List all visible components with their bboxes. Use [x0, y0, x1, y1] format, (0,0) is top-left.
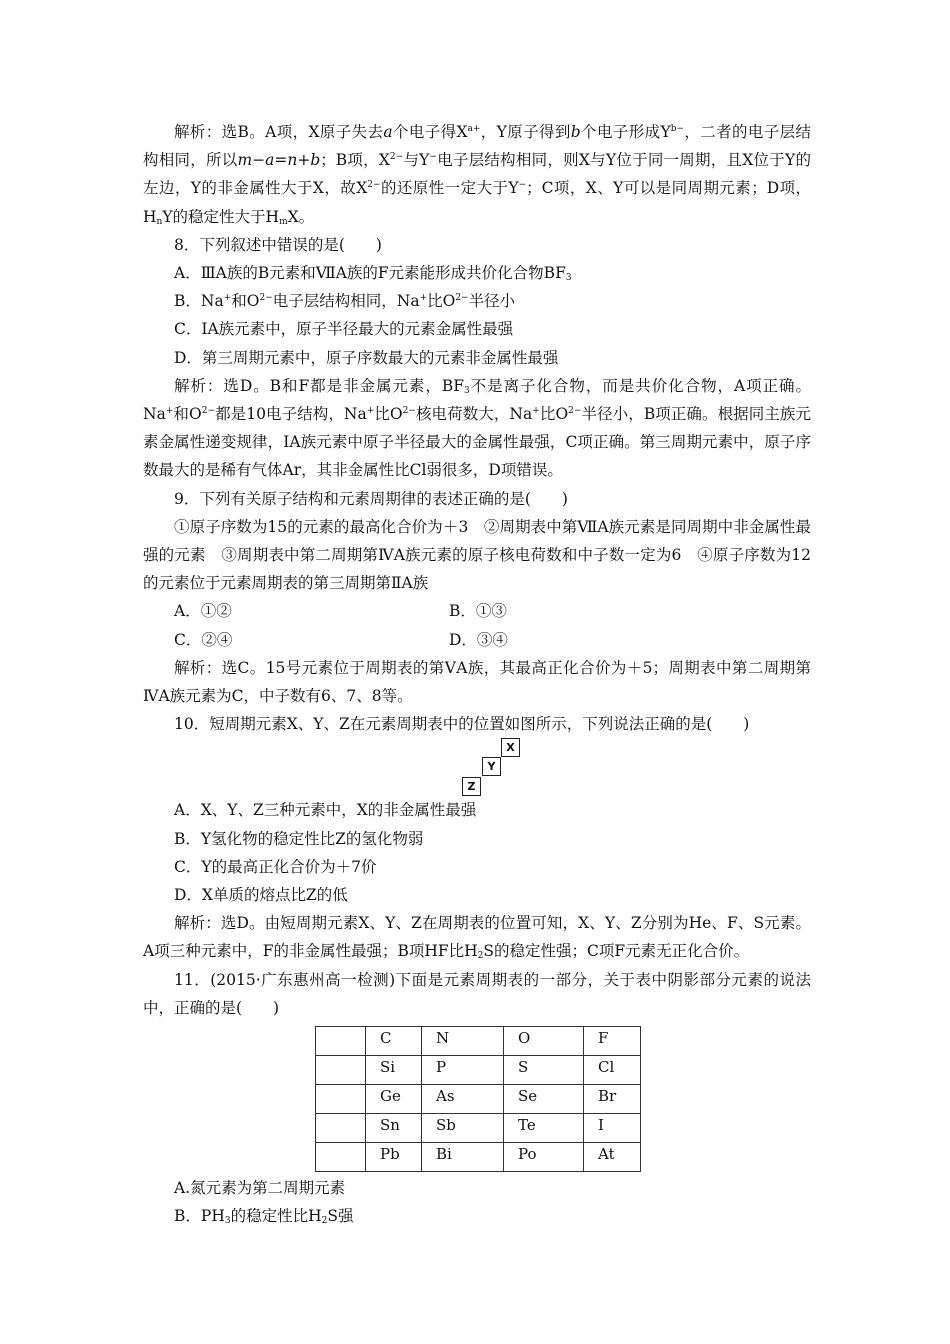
table-cell-empty [316, 1027, 366, 1056]
element-cell: Cl [584, 1056, 641, 1085]
element-cell: Sn [366, 1114, 422, 1143]
q9-statements: ①原子序数为15的元素的最高化合价为＋3 ②周期表中第ⅦA族元素是同周期中非金属性最强的元素 ③周期表中第二周期第ⅣA族元素的原子核电荷数和中子数一定为6 ④原子序数为12的元素位于元素周期表的第三周期第ⅡA族 [143, 517, 811, 593]
element-cell: As [422, 1085, 504, 1114]
cell-y: Y [482, 757, 501, 776]
element-cell: I [584, 1114, 641, 1143]
element-cell: Sb [422, 1114, 504, 1143]
q10-analysis: 解析：选D。由短周期元素X、Y、Z在周期表的位置可知，X、Y、Z分别为He、F、S元素。A项三种元素中，F的非金属性最强；B项HF比$H_2S$的稳定性强；C项F元素无正化合价。 [143, 914, 811, 962]
element-cell: N [422, 1027, 504, 1056]
element-cell: Bi [422, 1143, 504, 1172]
cell-x: X [501, 738, 520, 757]
element-cell: Se [504, 1085, 584, 1114]
element-cell: Pb [366, 1143, 422, 1172]
q9-option-b: B．①③ [449, 602, 507, 621]
element-cell: Si [366, 1056, 422, 1085]
page-content [143, 118, 811, 1231]
q9-options-row-2 [143, 626, 811, 654]
q9-analysis: 解析：选C。15号元素位于周期表的第ⅤA族，其最高正化合价为＋5；周期表中第二周期第ⅣA族元素为C，中子数有6、7、8等。 [143, 658, 811, 706]
table-row [316, 1143, 641, 1172]
element-cell: Po [504, 1143, 584, 1172]
periodic-table-excerpt [315, 1026, 641, 1172]
table-row [316, 1085, 641, 1114]
q8-option-d: D．第三周期元素中，原子序数最大的元素非金属性最强 [174, 348, 559, 367]
q8-analysis: 解析：选D。B和F都是非金属元素，$BF_3$不是离子化合物，而是共价化合物，A项正确。Na+和$O^{2-}$都是10电子结构，Na+比$O^{2-}$核电荷数大，Na+比$O^{2-}$半径小，B项正确。根据同主族元素金属性递变规律，ⅠA族元素中原子半径最大的金属性最强，C项正确。第三周期元素中，原子序数最大的是稀有气体Ar，其非金属性比Cl弱很多，D项错误。 [143, 376, 811, 480]
table-cell-empty [316, 1056, 366, 1085]
element-cell: S [504, 1056, 584, 1085]
table-row [316, 1056, 641, 1085]
periodic-position-diagram [143, 738, 811, 796]
q9-option-d: D．③④ [449, 630, 508, 649]
q10-stem: 10．短周期元素X、Y、Z在元素周期表中的位置如图所示，下列说法正确的是( ) [174, 715, 750, 734]
cell-z: Z [462, 777, 481, 796]
table-cell-empty [316, 1143, 366, 1172]
element-cell: Br [584, 1085, 641, 1114]
table-row [316, 1114, 641, 1143]
q10-option-b: B．Y氢化物的稳定性比Z的氢化物弱 [174, 829, 424, 848]
q11-option-a: A.氮元素为第二周期元素 [174, 1179, 346, 1198]
table-row [316, 1027, 641, 1056]
element-cell: O [504, 1027, 584, 1056]
q11-option-b: B．$PH_3$的稳定性比$H_2S$强 [174, 1207, 354, 1227]
q10-option-c: C．Y的最高正化合价为＋7价 [174, 857, 377, 876]
element-cell: C [366, 1027, 422, 1056]
element-cell: At [584, 1143, 641, 1172]
q8-option-b: B．Na+和$O^{2-}$电子层结构相同，Na+比$O^{2-}$半径小 [174, 292, 516, 311]
q10-option-a: A．X、Y、Z三种元素中，X的非金属性最强 [174, 801, 477, 820]
q9-option-c: C．②④ [174, 630, 233, 649]
q8-option-a: A．ⅢA族的B元素和ⅦA族的F元素能形成共价化合物$BF_3$ [174, 264, 572, 284]
table-cell-empty [316, 1085, 366, 1114]
q8-stem: 8．下列叙述中错误的是( ) [174, 235, 382, 254]
q7-analysis: 解析：选B。A项，X原子失去a个电子得$X^{a+}$，Y原子得到b个电子形成$Y^{b-}$，二者的电子层结构相同，所以m−a=n+b；B项，$X^{2-}$与Y−电子层结构相同，则X与Y位于同一周期，且X位于Y的左边，Y的非金属性大于X，故$X^{2-}$的还原性一定大于Y−；C项，X、Y可以是同周期元素；D项，$H_nY$的稳定性大于$H_mX$。 [143, 123, 812, 227]
q10-option-d: D．X单质的熔点比Z的低 [174, 886, 348, 905]
q8-option-c: C．ⅠA族元素中，原子半径最大的元素金属性最强 [174, 320, 514, 339]
element-cell: F [584, 1027, 641, 1056]
element-cell: Te [504, 1114, 584, 1143]
table-cell-empty [316, 1114, 366, 1143]
q11-stem: 11．(2015·广东惠州高一检测)下面是元素周期表的一部分，关于表中阴影部分元素的说法中，正确的是( ) [143, 970, 811, 1017]
q9-stem: 9．下列有关原子结构和元素周期律的表述正确的是( ) [174, 489, 568, 508]
q9-option-a: A．①② [174, 602, 232, 621]
element-cell: P [422, 1056, 504, 1085]
element-cell: Ge [366, 1085, 422, 1114]
q9-options-row-1 [143, 597, 811, 625]
